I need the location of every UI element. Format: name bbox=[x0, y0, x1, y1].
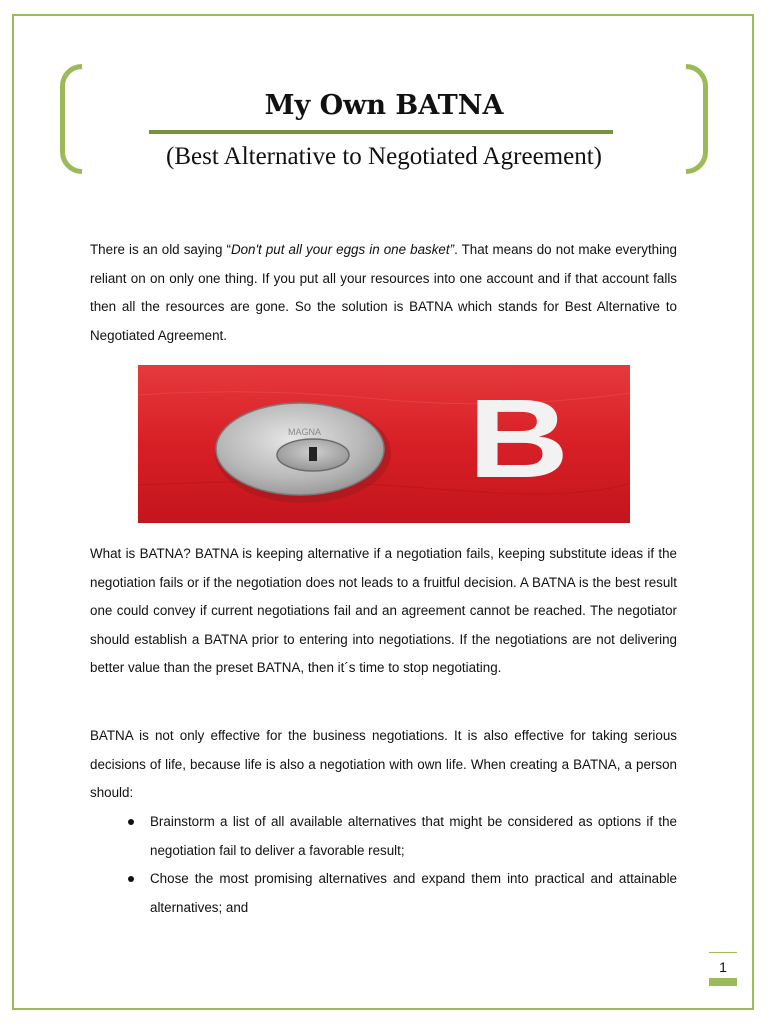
page-number-rule bbox=[709, 952, 737, 953]
life-decisions-paragraph: BATNA is not only effective for the business negotiations. It is also effective for taking serious decisions of life, because life is also a negotiation with own life. When creating a BATNA, a person should: bbox=[90, 728, 677, 800]
bullet-icon bbox=[128, 876, 134, 882]
batna-definition-paragraph: What is BATNA? BATNA is keeping alternative if a negotiation fails, keeping substitute ideas if the negotiation fails or if the negotiation does not leads to a fruitful decision. A BATNA is the best result one could convey if current negotiations fail and an agreement cannot be reached. The negotiator should establish a BATNA prior to entering into negotiations. If the negotiations are not delivering better value than the preset BATNA, then it´s time to stop negotiating. bbox=[90, 546, 677, 675]
page-number: 1 bbox=[719, 959, 727, 975]
svg-text:MAGNA: MAGNA bbox=[288, 427, 322, 437]
title-rule bbox=[149, 130, 613, 134]
bullet-list bbox=[150, 808, 677, 922]
bullet-icon bbox=[128, 819, 134, 825]
photo-letter-b: B bbox=[468, 375, 570, 501]
list-item: Brainstorm a list of all available alternatives that might be considered as options if the negotiation fail to deliver a favorable result; bbox=[150, 808, 677, 865]
page-title: My Own BATNA bbox=[264, 90, 504, 121]
saying-quote: Don't put all your eggs in one basket” bbox=[230, 242, 455, 257]
page-number-bar bbox=[709, 978, 737, 986]
lock-photo bbox=[138, 365, 630, 523]
list-item: Chose the most promising alternatives and expand them into practical and attainable alternatives; and bbox=[150, 865, 677, 922]
page-number-box bbox=[709, 952, 737, 986]
intro-paragraph: There is an old saying “Don't put all your eggs in one basket”. That means do not make everything reliant on on only one thing. If you put all your resources into one account and if that account falls then all the resources are gone. So the solution is BATNA which stands for Best Alternative to Negotiated Agreement. bbox=[90, 242, 677, 343]
page-subtitle: (Best Alternative to Negotiated Agreement) bbox=[166, 143, 602, 170]
